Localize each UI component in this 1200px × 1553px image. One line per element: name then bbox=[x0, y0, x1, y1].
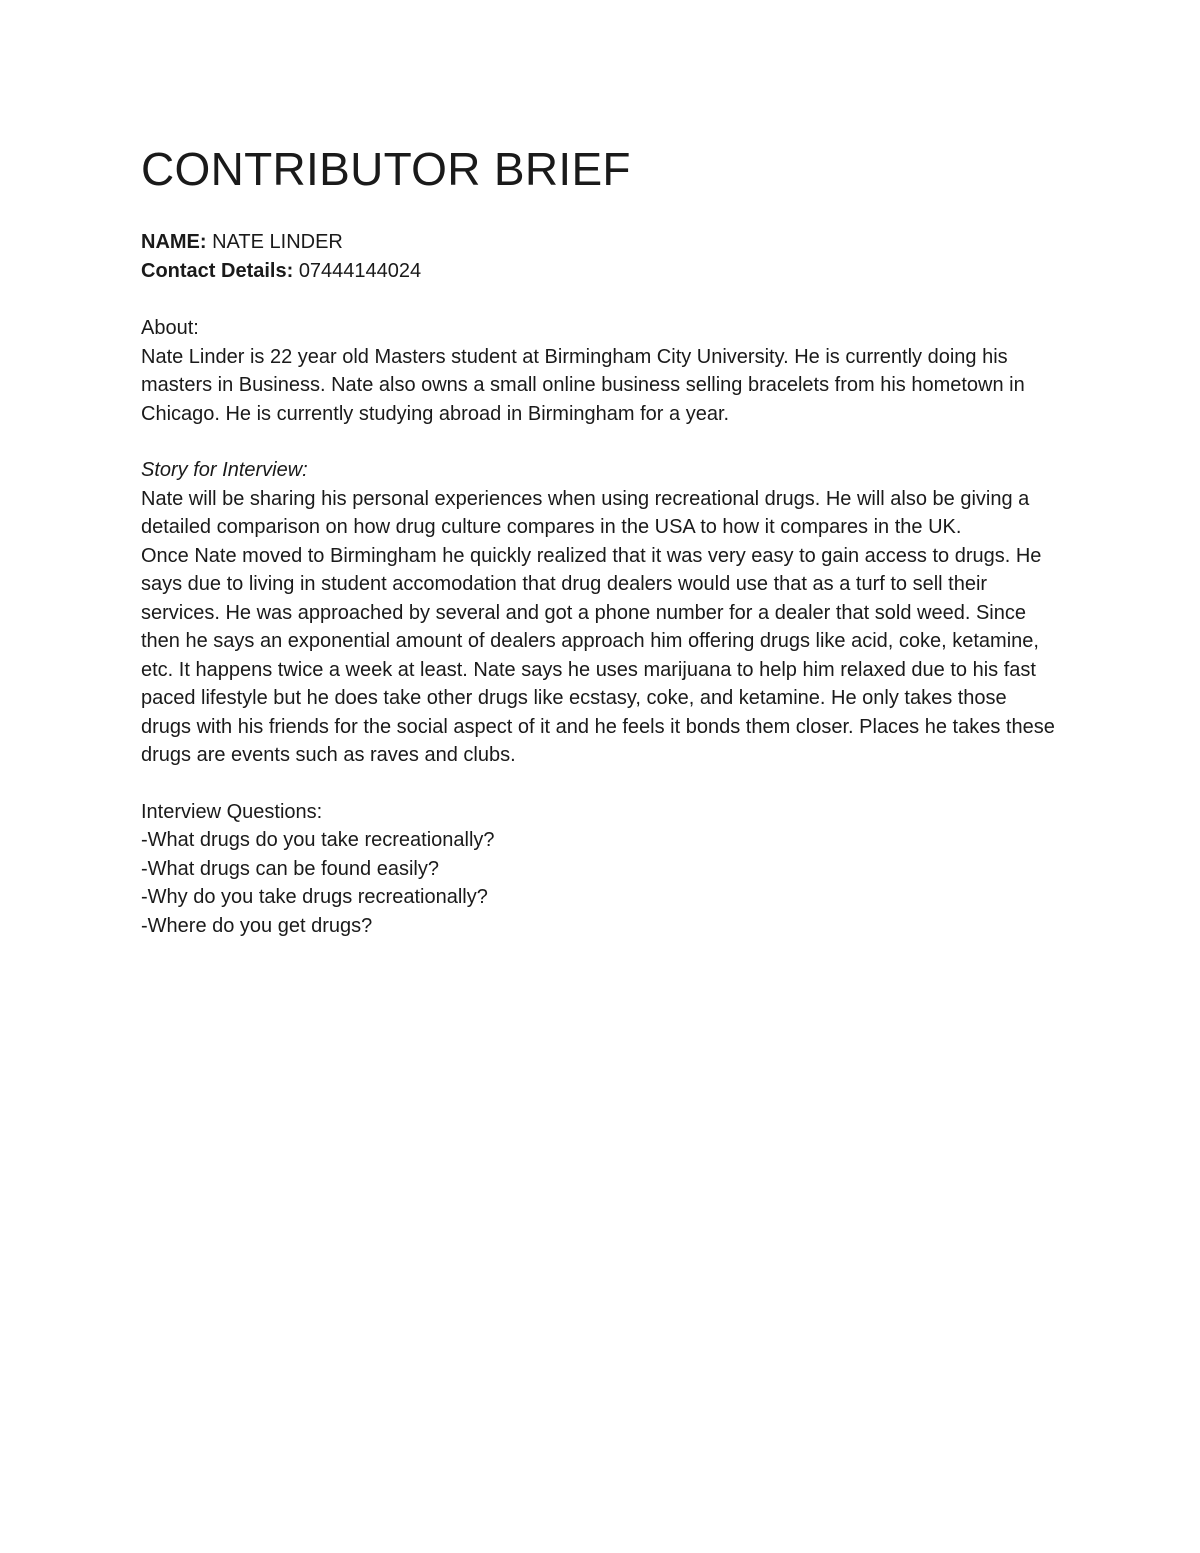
about-section bbox=[141, 314, 1061, 428]
question-item: -What drugs do you take recreationally? bbox=[141, 829, 495, 851]
contact-value: 07444144024 bbox=[298, 260, 422, 282]
story-paragraph: Once Nate moved to Birmingham he quickly realized that it was very easy to gain access to drugs. He says due to living in student accomodation that drug dealers would use that as a turf to sell their services. He was approached by several and got a phone number for a dealer that sold weed. Since then he says an exponential amount of dealers approach him offering drugs like acid, coke, ketamine, etc. It happens twice a week at least. Nate says he uses marijuana to help him relaxed due to his fast paced lifestyle but he does take other drugs like ecstasy, coke, and ketamine. He only takes those drugs with his friends for the social aspect of it and he feels it bonds them closer. Places he takes these drugs are events such as raves and clubs. bbox=[141, 544, 1055, 766]
name-label: NAME: bbox=[141, 231, 207, 253]
question-item: -Why do you take drugs recreationally? bbox=[141, 886, 488, 908]
story-section bbox=[141, 456, 1061, 770]
interview-section bbox=[141, 798, 1061, 941]
document-page bbox=[141, 140, 1061, 940]
document-title: CONTRIBUTOR BRIEF bbox=[141, 143, 631, 195]
question-item: -What drugs can be found easily? bbox=[141, 857, 439, 880]
question-item: -Where do you get drugs? bbox=[141, 914, 373, 937]
name-row bbox=[141, 228, 1061, 257]
name-value: NATE LINDER bbox=[212, 231, 343, 253]
about-text: Nate Linder is 22 year old Masters student at Birmingham City University. He is currently doing his masters in Business. Nate also owns a small online business selling bracelets from his hometown in Chicago. He is currently studying abroad in Birmingham for a year. bbox=[141, 345, 1025, 425]
contact-label: Contact Details: bbox=[141, 260, 294, 282]
story-heading: Story for Interview: bbox=[141, 459, 308, 481]
about-heading: About: bbox=[141, 317, 199, 339]
story-paragraph: Nate will be sharing his personal experiences when using recreational drugs. He will also be giving a detailed comparison on how drug culture compares in the USA to how it compares in the UK. bbox=[141, 487, 1030, 538]
contact-row bbox=[141, 257, 1061, 286]
contributor-details bbox=[141, 228, 1061, 286]
interview-heading: Interview Questions: bbox=[141, 800, 323, 823]
question-list bbox=[141, 826, 1061, 940]
